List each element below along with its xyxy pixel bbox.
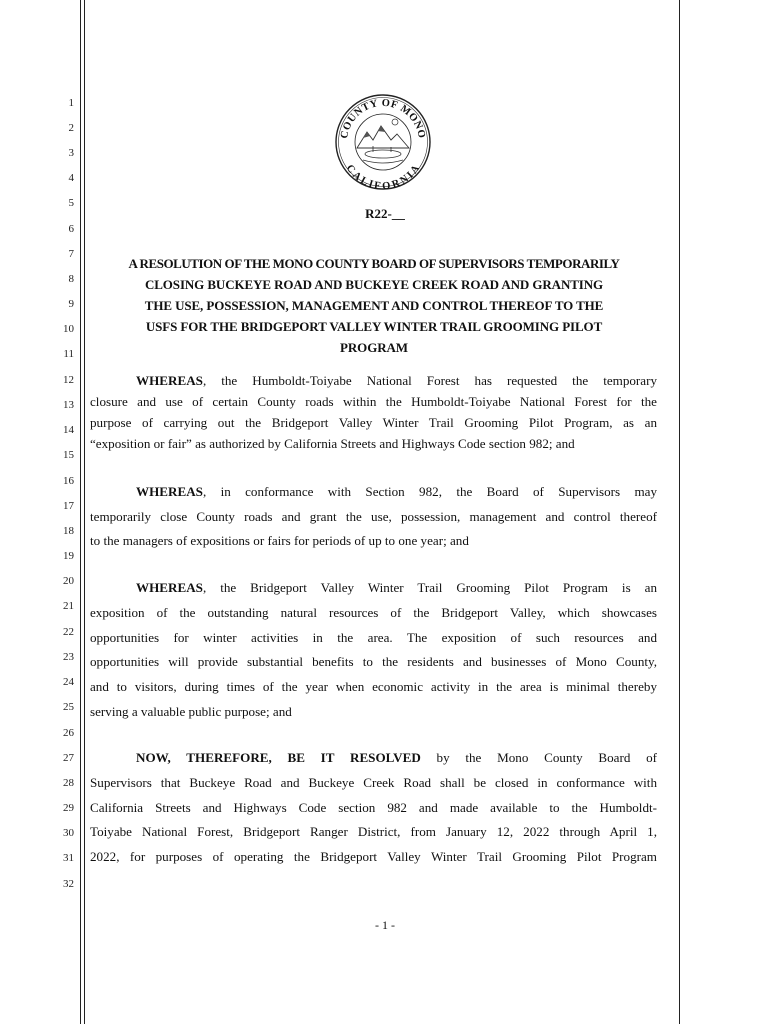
- resolution-title: [90, 253, 658, 358]
- line-number: 32: [63, 878, 74, 890]
- line-number: 7: [68, 248, 74, 260]
- line-number: 21: [63, 600, 74, 612]
- line-number: 19: [63, 550, 74, 562]
- line-number: 17: [63, 500, 74, 512]
- line-number: 10: [63, 323, 74, 335]
- line-number: 29: [63, 802, 74, 814]
- page-number: - 1 -: [375, 918, 395, 932]
- line-number: 14: [63, 424, 74, 436]
- title-line: CLOSING BUCKEYE ROAD AND BUCKEYE CREEK ROAD AND GRANTING: [144, 277, 604, 292]
- paragraph-text: “exposition or fair” as authorized by California Streets and Highways Code section 982; and: [90, 436, 575, 451]
- paragraph-text: , in conformance with Section 982, the Board of Supervisors may: [202, 484, 657, 499]
- paragraph-text: closure and use of certain County roads within the Humboldt-Toiyabe National Forest for the: [90, 394, 657, 409]
- paragraph-text: opportunities for winter activities in the area. The exposition of such resources and: [90, 629, 657, 645]
- paragraph-text: 2022, for purposes of operating the Bridgeport Valley Winter Trail Grooming Pilot Program: [90, 849, 657, 865]
- paragraph-text: and to visitors, during times of the year when economic activity in the area is minimal thereby: [90, 679, 657, 695]
- paragraph-text: by the Mono County Board of: [420, 750, 657, 765]
- paragraph-lead: NOW, THEREFORE, BE IT RESOLVED: [136, 750, 421, 765]
- left-margin-rule-outer: [80, 0, 81, 1024]
- paragraph-lead: WHEREAS: [136, 580, 203, 595]
- line-number: 16: [63, 475, 74, 487]
- line-number: 27: [63, 752, 74, 764]
- paragraph-text: purpose of carrying out the Bridgeport Valley Winter Trail Grooming Pilot Program, as an: [90, 415, 657, 430]
- svg-text:COUNTY OF MONO: [339, 98, 427, 140]
- paragraph-text: Supervisors that Buckeye Road and Buckeye Creek Road shall be closed in conformance with: [90, 774, 657, 790]
- line-number: 9: [68, 298, 74, 310]
- line-number: 8: [68, 273, 74, 285]
- line-number: 15: [63, 449, 74, 461]
- resolution-number: R22-__: [365, 206, 405, 221]
- line-number: 23: [63, 651, 74, 663]
- seal-bottom-text: CALIFORNIA: [343, 162, 423, 192]
- line-number: 4: [68, 172, 74, 184]
- seal-top-text: COUNTY OF MONO: [339, 97, 427, 140]
- line-number: 12: [63, 374, 74, 386]
- line-number: 1: [68, 97, 74, 109]
- title-line: USFS FOR THE BRIDGEPORT VALLEY WINTER TRAIL GROOMING PILOT: [145, 319, 603, 334]
- paragraph-lead: WHEREAS: [136, 484, 203, 499]
- line-number: 24: [63, 676, 74, 688]
- line-number: 6: [68, 223, 74, 235]
- title-line: THE USE, POSSESSION, MANAGEMENT AND CONTROL THEREOF TO THE: [144, 298, 604, 313]
- line-number: 11: [63, 348, 74, 360]
- paragraph-text: Toiyabe National Forest, Bridgeport Ranger District, from January 12, 2022 through April 1,: [90, 824, 657, 840]
- svg-text:CALIFORNIA: [344, 163, 423, 192]
- paragraph-text: , the Humboldt-Toiyabe National Forest has requested the temporary: [202, 373, 657, 388]
- paragraph-lead: WHEREAS: [136, 373, 203, 388]
- line-number: 26: [63, 727, 74, 739]
- paragraph-text: temporarily close County roads and grant the use, possession, management and control thereof: [90, 508, 657, 524]
- line-number: 28: [63, 777, 74, 789]
- paragraph-text: opportunities will provide substantial benefits to the residents and businesses of Mono County,: [90, 654, 657, 670]
- line-number: 31: [63, 852, 74, 864]
- paragraph-text: serving a valuable public purpose; and: [90, 703, 292, 719]
- paragraph-text: exposition of the outstanding natural resources of the Bridgeport Valley, which showcases: [90, 604, 657, 620]
- title-line: A RESOLUTION OF THE MONO COUNTY BOARD OF SUPERVISORS TEMPORARILY: [128, 256, 620, 271]
- whereas-paragraph-2: [90, 480, 657, 554]
- paragraph-text: , the Bridgeport Valley Winter Trail Grooming Pilot Program is an: [202, 580, 657, 595]
- line-number: 18: [63, 525, 74, 537]
- line-number: 2: [68, 122, 74, 134]
- title-line: PROGRAM: [340, 340, 408, 355]
- line-number: 25: [63, 701, 74, 713]
- paragraph-text: California Streets and Highways Code section 982 and made available to the Humboldt-: [90, 799, 657, 815]
- line-number: 20: [63, 575, 74, 587]
- county-seal-logo: [333, 92, 433, 192]
- line-number: 22: [63, 626, 74, 638]
- line-number: 3: [68, 147, 74, 159]
- resolved-paragraph: [90, 746, 657, 870]
- paragraph-text: to the managers of expositions or fairs for periods of up to one year; and: [90, 533, 469, 548]
- line-number: 5: [68, 197, 74, 209]
- whereas-paragraph-1: [90, 370, 657, 454]
- right-margin-rule: [679, 0, 680, 1024]
- line-number: 13: [63, 399, 74, 411]
- left-margin-rule-inner: [84, 0, 85, 1024]
- line-number: 30: [63, 827, 74, 839]
- whereas-paragraph-3: [90, 576, 657, 725]
